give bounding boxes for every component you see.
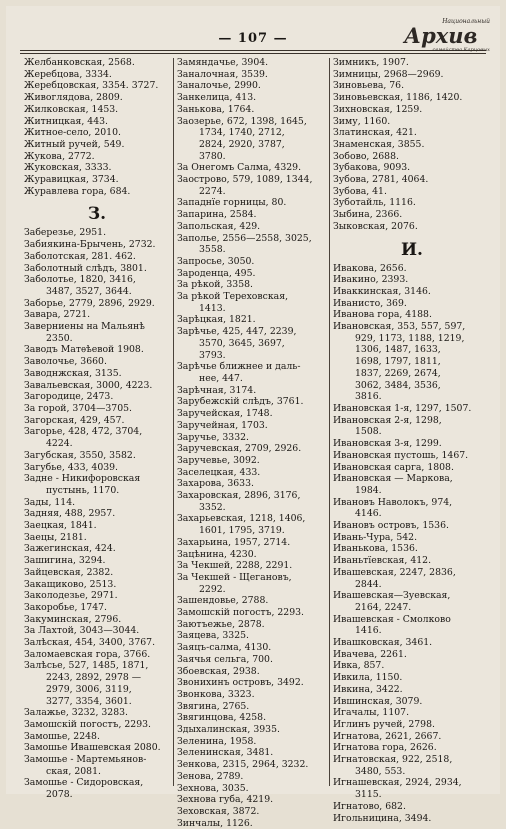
index-entry: Замошье - Сидоровская, bbox=[24, 777, 144, 789]
index-entry-continuation: 3062, 3484, 3536, bbox=[355, 379, 441, 391]
index-entry: Закащиково, 2513. bbox=[24, 578, 117, 590]
column-divider-2 bbox=[329, 58, 330, 786]
index-entry-continuation: 2243, 2892, 2978 — bbox=[46, 672, 142, 684]
index-entry: Зубакова, 9093. bbox=[333, 162, 411, 174]
index-entry: Замошье Ивашевская 2080. bbox=[24, 742, 161, 754]
index-entry: Загорье, 428, 472, 3704, bbox=[24, 426, 143, 438]
index-entry: Заручевье, 3092. bbox=[177, 454, 260, 466]
index-entry: За Лахтой, 3043—3044. bbox=[24, 625, 140, 637]
index-entry: Зайцевская, 2382. bbox=[24, 566, 114, 578]
index-entry-continuation: 2844. bbox=[355, 578, 382, 590]
index-entry: Ившинская, 3079. bbox=[333, 695, 423, 707]
index-entry: Зыбина, 2366. bbox=[333, 209, 403, 221]
index-entry: Иглинъ ручей, 2798. bbox=[333, 718, 435, 730]
index-entry: Ивкила, 1150. bbox=[333, 672, 403, 684]
index-entry: Запарина, 2584. bbox=[177, 209, 257, 221]
index-entry-continuation: 1508. bbox=[355, 426, 382, 438]
index-entry: Ивановъ Наволокъ, 974, bbox=[333, 496, 453, 508]
index-column-3 bbox=[333, 57, 491, 824]
index-entry: Загородице, 2473. bbox=[24, 391, 114, 403]
index-entry: Заколодезье, 2971. bbox=[24, 590, 118, 602]
index-entry: Игнашевская, 2924, 2934, bbox=[333, 777, 462, 789]
index-entry: Иваккинская, 3146. bbox=[333, 285, 431, 297]
index-entry: Зуботайль, 1116. bbox=[333, 197, 416, 209]
index-entry: Зиновьева, 76. bbox=[333, 80, 405, 92]
index-entry: Заячья сельга, 700. bbox=[177, 653, 273, 665]
index-entry: Захарьина, 1957, 2714. bbox=[177, 536, 291, 548]
index-entry-continuation: 1984. bbox=[355, 484, 382, 496]
index-entry: Зыковская, 2076. bbox=[333, 220, 418, 232]
stamp-bottom-text: семейства Карцовых bbox=[432, 47, 490, 53]
index-entry: Загубье, 433, 4039. bbox=[24, 461, 119, 473]
index-entry: Жукова, 2772. bbox=[24, 150, 95, 162]
index-entry: Зенова, 2789. bbox=[177, 770, 244, 782]
index-entry: Заболотье, 1820, 3416, bbox=[24, 274, 136, 286]
index-entry-continuation: 1601, 1795, 3719. bbox=[199, 525, 285, 537]
index-entry: Игачалы, 1107. bbox=[333, 707, 410, 719]
index-entry-continuation: 3816. bbox=[355, 391, 382, 403]
index-entry: Ивачева, 2261. bbox=[333, 648, 407, 660]
index-entry: Журавлева гора, 684. bbox=[24, 185, 131, 197]
index-entry: Иванова гора, 4188. bbox=[333, 309, 432, 321]
index-entry-continuation: 1416. bbox=[355, 625, 382, 637]
index-entry: За рѣкой, 3358. bbox=[177, 279, 253, 291]
index-entry: Зады, 114. bbox=[24, 496, 76, 508]
index-entry-continuation: 3487, 3527, 3644. bbox=[46, 285, 132, 297]
index-entry: Игольницина, 3494. bbox=[333, 812, 432, 824]
index-entry: Заозерье, 672, 1398, 1645, bbox=[177, 115, 307, 127]
index-entry: Ивановская пустошь, 1467. bbox=[333, 449, 469, 461]
index-entry: Иваньтїевская, 412. bbox=[333, 555, 432, 567]
index-entry: Ивань-Чура, 542. bbox=[333, 531, 418, 543]
index-entry-continuation: 2292. bbox=[199, 583, 226, 595]
index-entry: Ивановская 3-я, 1299. bbox=[333, 438, 442, 450]
index-entry: Звонихинъ островъ, 3492. bbox=[177, 677, 304, 689]
index-entry-continuation: 2274. bbox=[199, 185, 226, 197]
index-entry: Знаменская, 3855. bbox=[333, 138, 425, 150]
index-entry-continuation: пустынь, 1170. bbox=[46, 484, 120, 496]
index-entry: Замошскій погостъ, 2293. bbox=[24, 718, 152, 730]
index-entry: Ивашковская, 3461. bbox=[333, 637, 433, 649]
index-entry: Зенкова, 2315, 2964, 3232. bbox=[177, 759, 309, 771]
index-entry: Заяцева, 3325. bbox=[177, 630, 249, 642]
index-entry-continuation: 1734, 1740, 2712, bbox=[199, 127, 285, 139]
index-entry: Занкелица, 413. bbox=[177, 92, 257, 104]
index-entry: Ивашевская, 2247, 2836, bbox=[333, 566, 456, 578]
index-entry: Ивановъ островъ, 1536. bbox=[333, 520, 449, 532]
index-entry: Зубова, 2781, 4064. bbox=[333, 174, 429, 186]
index-entry: Заболотская, 281. 462. bbox=[24, 250, 136, 262]
index-entry: Зиму, 1160. bbox=[333, 115, 391, 127]
index-entry: Захаровская, 2896, 3176, bbox=[177, 490, 301, 502]
index-entry: Заберезье, 2951. bbox=[24, 227, 107, 239]
index-entry: Житницкая, 443. bbox=[24, 115, 108, 127]
index-column-1 bbox=[24, 57, 170, 801]
index-entry-continuation: 2350. bbox=[46, 332, 73, 344]
index-entry-continuation: 4224. bbox=[46, 438, 73, 450]
section-letter-heading: З. bbox=[87, 204, 107, 225]
index-entry: Жуковская, 3333. bbox=[24, 162, 112, 174]
index-entry: Ивкина, 3422. bbox=[333, 683, 403, 695]
stamp-top-text: Национальный bbox=[442, 18, 490, 25]
index-entry: Захарова, 3633. bbox=[177, 478, 254, 490]
index-entry: Загубская, 3550, 3582. bbox=[24, 449, 136, 461]
index-entry: Зацѣнина, 4230. bbox=[177, 548, 257, 560]
index-entry: Златинская, 421. bbox=[333, 127, 417, 139]
index-entry: Заводъ Матѳѣевой 1908. bbox=[24, 344, 144, 356]
index-entry-continuation: 3480, 553. bbox=[355, 765, 406, 777]
index-entry: Живоглядова, 2809. bbox=[24, 92, 123, 104]
index-entry: Заводнжская, 3135. bbox=[24, 367, 122, 379]
index-entry-continuation: 1413. bbox=[199, 302, 226, 314]
index-entry: Збоевская, 2938. bbox=[177, 665, 260, 677]
index-entry: Житное-село, 2010. bbox=[24, 127, 121, 139]
index-entry: Заецы, 2181. bbox=[24, 531, 87, 543]
index-entry: Зашендовье, 2788. bbox=[177, 595, 269, 607]
index-entry: Залажье, 3232, 3283. bbox=[24, 707, 128, 719]
index-entry: Заютъежье, 2878. bbox=[177, 618, 265, 630]
index-entry: Заболотный слѣдъ, 3801. bbox=[24, 262, 147, 274]
index-entry-continuation: 3115. bbox=[355, 789, 382, 801]
archive-stamp-logo bbox=[396, 18, 492, 56]
index-entry: Занькова, 1764. bbox=[177, 103, 255, 115]
index-entry: Заручейская, 1748. bbox=[177, 408, 273, 420]
index-entry: Зубова, 41. bbox=[333, 185, 387, 197]
index-entry: Ивановская 1-я, 1297, 1507. bbox=[333, 402, 472, 414]
index-entry: За Онегомъ Салма, 4329. bbox=[177, 162, 302, 174]
index-entry-continuation: 1837, 2269, 2674, bbox=[355, 367, 441, 379]
index-entry: Зарубежскій слѣдъ, 3761. bbox=[177, 396, 304, 408]
index-entry: Зихновская, 1259. bbox=[333, 103, 423, 115]
index-entry: Забиякина-Брычень, 2732. bbox=[24, 239, 156, 251]
index-entry: Задне - Никифоровская bbox=[24, 473, 141, 485]
index-entry-continuation: 2164, 2247. bbox=[355, 601, 412, 613]
index-entry: Игнатова гора, 2626. bbox=[333, 742, 437, 754]
index-entry: Журавицкая, 3734. bbox=[24, 174, 119, 186]
index-entry: Закуминская, 2796. bbox=[24, 613, 122, 625]
index-entry: Завара, 2721. bbox=[24, 309, 91, 321]
index-entry-continuation: 2078. bbox=[46, 789, 73, 801]
index-entry: Зарѣчье ближнее и даль- bbox=[177, 361, 301, 373]
index-entry: Заборье, 2779, 2896, 2929. bbox=[24, 297, 155, 309]
index-entry: Заверниены на Мальянѣ bbox=[24, 321, 145, 333]
index-entry-continuation: 2979, 3006, 3119, bbox=[46, 683, 132, 695]
index-entry: Заселецкая, 433. bbox=[177, 466, 261, 478]
index-entry-continuation: ская, 2081. bbox=[46, 765, 101, 777]
index-entry: Зеленина, 1958. bbox=[177, 735, 257, 747]
index-entry-continuation: 3277, 3354, 3601. bbox=[46, 695, 132, 707]
index-entry: Замошье - Мартемьянов- bbox=[24, 754, 147, 766]
index-entry: Заломаевская гора, 3766. bbox=[24, 648, 151, 660]
index-entry: За рѣкой Тереховская, bbox=[177, 291, 289, 303]
index-entry: Запросье, 3050. bbox=[177, 255, 255, 267]
index-entry: Звягина, 2765. bbox=[177, 700, 250, 712]
index-entry: Заручевская, 2709, 2926. bbox=[177, 443, 302, 455]
index-entry: Ивановская, 353, 557, 597, bbox=[333, 321, 466, 333]
index-entry: Зеховская, 3872. bbox=[177, 806, 260, 817]
column-divider-1 bbox=[173, 58, 174, 786]
index-entry: Заручье, 3332. bbox=[177, 431, 249, 443]
index-entry: Иванисто, 369. bbox=[333, 297, 407, 309]
index-entry: За Чекшей - Щегановъ, bbox=[177, 571, 292, 583]
index-entry: Иванькова, 1536. bbox=[333, 543, 418, 555]
index-entry: Ивановская сарга, 1808. bbox=[333, 461, 454, 473]
index-entry-continuation: 3780. bbox=[199, 150, 226, 162]
index-entry: Зеленинская, 3481. bbox=[177, 747, 274, 759]
index-entry: Игнатовская, 922, 2518, bbox=[333, 754, 453, 766]
index-entry: Житный ручей, 549. bbox=[24, 138, 125, 150]
index-entry: Закоробье, 1747. bbox=[24, 601, 107, 613]
index-entry: Заецкая, 1841. bbox=[24, 520, 97, 532]
index-entry: Заручейная, 1703. bbox=[177, 419, 268, 431]
index-entry-continuation: 1306, 1487, 1633, bbox=[355, 344, 441, 356]
index-entry: Ивановская — Маркова, bbox=[333, 473, 453, 485]
index-entry: Заострово, 579, 1089, 1344, bbox=[177, 174, 313, 186]
index-entry: Заналочье, 2990. bbox=[177, 80, 261, 92]
index-entry: Жилковская, 1453. bbox=[24, 103, 119, 115]
index-entry-continuation: 3352. bbox=[199, 501, 226, 513]
index-entry: Ивка, 857. bbox=[333, 660, 385, 672]
index-entry: Загорская, 429, 457. bbox=[24, 414, 125, 426]
index-entry: Игнатово, 682. bbox=[333, 800, 406, 812]
index-entry: Замяндачье, 3904. bbox=[177, 57, 269, 68]
index-entry: Звягинцова, 4258. bbox=[177, 712, 267, 724]
index-entry: Здыхалинская, 3935. bbox=[177, 724, 280, 736]
index-entry: Жеребцова, 3334. bbox=[24, 68, 112, 80]
index-entry-continuation: 4146. bbox=[355, 508, 382, 520]
index-entry-continuation: 1698, 1797, 1811, bbox=[355, 356, 441, 368]
index-entry: Игнатова, 2621, 2667. bbox=[333, 730, 442, 742]
index-entry: Зажегинская, 424. bbox=[24, 543, 116, 555]
index-entry: Западнїе горницы, 80. bbox=[177, 197, 287, 209]
index-entry: Зимницы, 2968—2969. bbox=[333, 68, 444, 80]
index-entry: За горой, 3704—3705. bbox=[24, 402, 132, 414]
index-entry: Залѣсье, 527, 1485, 1871, bbox=[24, 660, 149, 672]
index-entry: Зобово, 2688. bbox=[333, 150, 399, 162]
index-entry: Звонкова, 3323. bbox=[177, 688, 255, 700]
index-entry: Зехнова губа, 4219. bbox=[177, 794, 274, 806]
index-entry: Заяцъ-салма, 4130. bbox=[177, 642, 272, 654]
index-entry: Захарьевская, 1218, 1406, bbox=[177, 513, 306, 525]
index-entry: За Чекшей, 2288, 2291. bbox=[177, 560, 293, 572]
index-entry-continuation: 3570, 3645, 3697, bbox=[199, 337, 285, 349]
index-entry: Замошскій погостъ, 2293. bbox=[177, 607, 305, 619]
index-entry: Заволочье, 3660. bbox=[24, 356, 107, 368]
index-entry: Зимникъ, 1907. bbox=[333, 57, 409, 68]
index-entry: Зароденца, 495. bbox=[177, 267, 256, 279]
index-entry: Зиновьевская, 1186, 1420. bbox=[333, 92, 463, 104]
index-column-2 bbox=[177, 57, 325, 829]
index-entry: Желбанковская, 2568. bbox=[24, 57, 135, 68]
index-entry: Запольская, 429. bbox=[177, 220, 261, 232]
index-entry: Ивашевская—Зуевская, bbox=[333, 590, 451, 602]
stamp-title: Архив bbox=[404, 23, 478, 48]
page-number: — 107 — bbox=[218, 31, 288, 46]
index-entry: Залѣская, 454, 3400, 3767. bbox=[24, 637, 156, 649]
index-entry-continuation: 3558. bbox=[199, 244, 226, 256]
index-entry: Задняя, 488, 2957. bbox=[24, 508, 116, 520]
index-entry: Зарѣчье, 425, 447, 2239, bbox=[177, 326, 297, 338]
index-entry: Ивакова, 2656. bbox=[333, 262, 407, 274]
index-entry: Замошье, 2248. bbox=[24, 730, 100, 742]
index-entry-continuation: 3793. bbox=[199, 349, 226, 361]
index-entry: Ивакино, 2393. bbox=[333, 274, 409, 286]
index-entry: Ивановская 2-я, 1298, bbox=[333, 414, 442, 426]
index-entry: Заналочная, 3539. bbox=[177, 68, 268, 80]
index-entry: Зарѣчная, 3174. bbox=[177, 384, 257, 396]
index-entry: Жеребцовская, 3354. 3727. bbox=[24, 80, 159, 92]
index-entry: Заполье, 2556—2558, 3025, bbox=[177, 232, 312, 244]
index-entry-continuation: 2824, 2920, 3787, bbox=[199, 138, 285, 150]
index-entry: Зарѣцкая, 1821. bbox=[177, 314, 256, 326]
index-entry: Зехнова, 3035. bbox=[177, 782, 249, 794]
index-entry: Зашигина, 3294. bbox=[24, 555, 106, 567]
index-entry-continuation: 929, 1173, 1188, 1219, bbox=[355, 332, 465, 344]
index-entry: Завальевская, 3000, 4223. bbox=[24, 379, 153, 391]
section-letter-heading: И. bbox=[401, 239, 423, 260]
index-entry: Ивашевская - Смолково bbox=[333, 613, 451, 625]
index-entry-continuation: нее, 447. bbox=[199, 372, 243, 384]
index-entry: Зинчалы, 1126. bbox=[177, 817, 253, 829]
